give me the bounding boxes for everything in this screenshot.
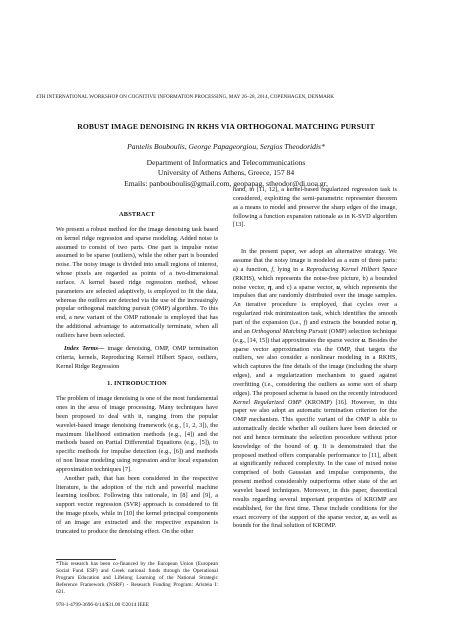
abstract-heading: ABSTRACT bbox=[119, 211, 155, 218]
index-terms-label: Index Terms— bbox=[64, 344, 105, 352]
left-column bbox=[56, 211, 218, 537]
intro-paragraph-1: The problem of image denoising is one of the most fundamental ones in the area of image processing. Many techniques have been proposed to deal with it, ranging from the popular wavelet-based image denoising framework (e.g., [1, 2, 3]), the maximum likelihood estimation methods (e.g., [4]) and the methods based on Partial Differential Equations (e.g., [5]), to specific methods for impulse detection (e.g., [6]) and methods of non linear modeling using regression and/or local expansion approximation techniques [7]. bbox=[56, 395, 218, 473]
index-terms bbox=[56, 345, 218, 372]
affiliation-block bbox=[0, 158, 452, 189]
right-paragraph-2: In the present paper, we adopt an alternative strategy. We assume that the noisy image is modeled as a sum of three parts: a) a function, f, lying in a Reproducing Kernel Hilbert Space (RKHS), which represents the noise-free picture, b) a bounded noise vector, η, and c) a sparse vector, u, which represents the impulses that are randomly distributed over the image samples. An iterative procedure is employed, that cycles over a regularized risk minimization task, which identifies the smooth part of the expansion (i.e., f) and extracts the bounded noise η, and an Orthogonal Matching Pursuit (OMP) selection technique (e.g., [14, 15]) that approximates the sparse vector u. Besides the sparse vector approximation via the OMP, that targets the outliers, we also consider a nonlinear modeling in a RKHS, which captures the fine details of the image (including the sharp edges), and a regularization mechanism to guard against overfitting (i.e., considering the outliers as some sort of sharp edges). The proposed scheme is based on the recently introduced Kernel Regularized OMP (KROMP) [16]. However, in this paper we also adopt an automatic termination criterion for the OMP mechanism. This specific variant of the OMP is able to automatically decide whether all outliers have been detected or not and hence terminate the selection procedure without prior knowledge of the bound of η. It is demonstrated that the proposed method offers comparable performance to [11], albeit at significantly reduced complexity. In the case of mixed noise comprised of both Gaussian and impulse components, the present method considerably outperforms other state of the art wavelet based techniques. Moreover, in this paper, theoretical results regarding several important properties of KROMP are established, for the first time. These include conditions for the exact recovery of the support of the sparse vector, u, as well as bounds for the final solution of KROMP. bbox=[233, 248, 397, 530]
footnote-rule bbox=[56, 559, 116, 560]
intro-paragraph-2: Another path, that has been considered in the respective literature, is the adoption of the rich and powerful machine learning toolbox. Following this rationale, in [8] and [9], a support vector regression (SVR) approach is considered to fit the image pixels, while in [10] the kernel principal components of an image are extracted and the respective expansion is truncated to produce the denoising effect. On the other bbox=[56, 474, 218, 535]
abstract-text: We present a robust method for the image denoising task based on kernel ridge regression and sparse modeling. Added noise is assumed to consist of two parts. One part is impulse noise assumed to be sparse (outliers), while the other part is bounded noise. The noisy image is divided into small regions of interest, whose pixels are regarded as points of a two-dimensional surface. A kernel based ridge regression method, whose parameters are selected adaptively, is employed to fit the data, whereas the outliers are detected via the use of the increasingly popular orthogonal matching pursuit (OMP) algorithm. To this end, a new variant of the OMP rationale is employed that has the additional advantage to automatically terminate, when all outliers have been selected. bbox=[56, 225, 218, 339]
paper-authors: Pantelis Bouboulis, George Papageorgiou, Sergios Theodoridis* bbox=[127, 142, 325, 151]
isbn-line: 978-1-4799-3696-0/14/$31.00 ©2014 IEEE bbox=[56, 602, 150, 608]
index-terms-text: image denoising, OMP, OMP termination criteria, kernels, Reproducing Kernel Hilbert Space, outliers, Kernel Ridge Regression bbox=[56, 344, 218, 370]
affiliation-university: University of Athens Athens, Greece, 157 84 bbox=[157, 168, 295, 178]
footnote: *This research has been co-financed by the European Union (European Social Fund ESF) and Greek national funds through the Operational Program Education and Lifelong Learning of the National Strategic Reference Framework (NSRF) - Research Funding Program: Aristeia I: 621. bbox=[56, 561, 218, 595]
paper-title: ROBUST IMAGE DENOISING IN RKHS VIA ORTHOGONAL MATCHING PURSUIT bbox=[77, 122, 375, 131]
intro-heading: 1. INTRODUCTION bbox=[107, 380, 167, 388]
running-header: 4TH INTERNATIONAL WORKSHOP ON COGNITIVE INFORMATION PROCESSING, MAY 26–28, 2014, COPENHAGEN, DENMARK bbox=[36, 94, 335, 100]
right-paragraph-1: hand, in [11, 12], a kernel-based regularized regression task is considered, exploiting the semi-parametric representer theorem as a means to model and preserve the sharp edges of the image, following a function expansion rationale as in K-SVD algorithm [13]. bbox=[233, 186, 397, 229]
affiliation-dept: Department of Informatics and Telecommunications bbox=[146, 158, 306, 167]
right-column bbox=[233, 186, 397, 531]
affiliation-emails: Emails: panbouboulis@gmail.com, geopapag, stheodor@di.uoa.gr, bbox=[124, 178, 328, 188]
